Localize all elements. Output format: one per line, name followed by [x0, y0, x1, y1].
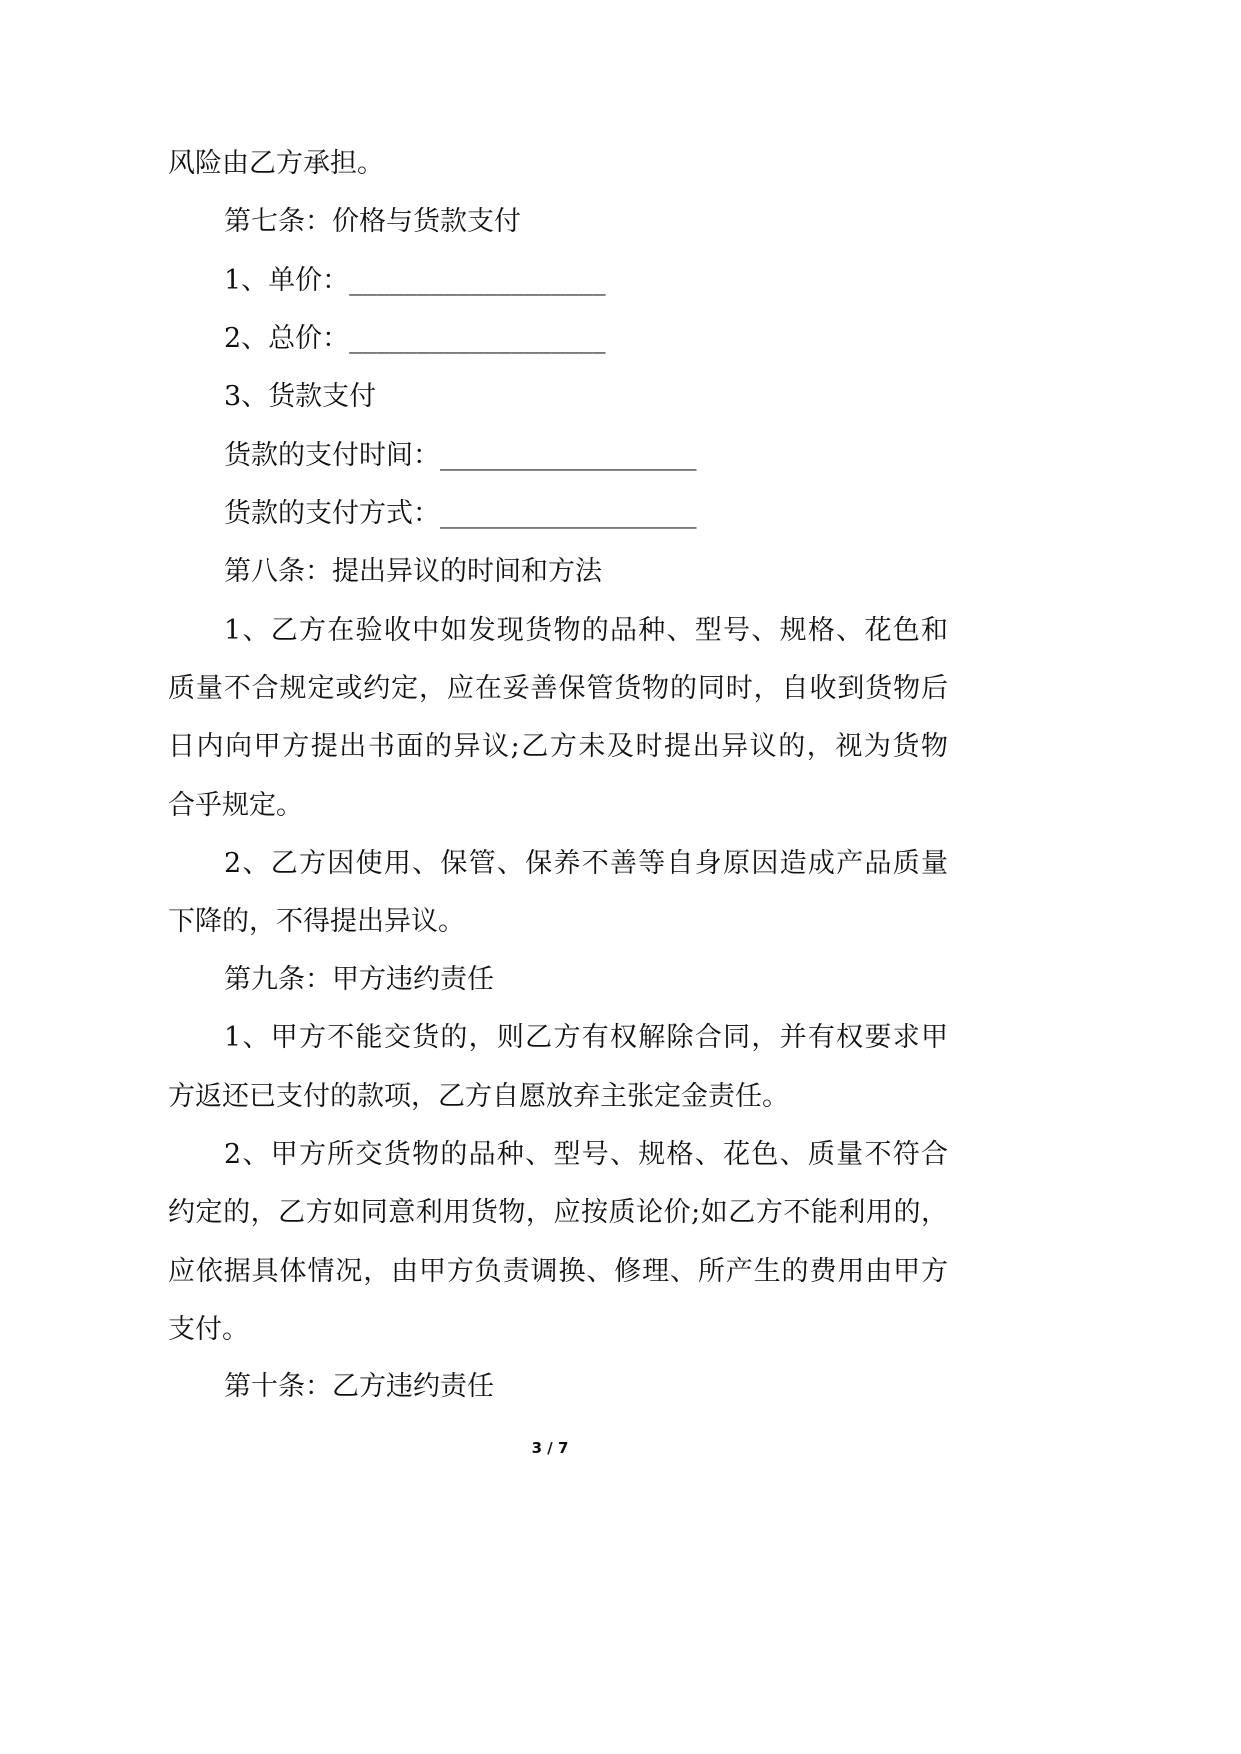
- text-line: 1、单价：___________________: [224, 265, 606, 296]
- section-heading: 第十条：乙方违约责任: [224, 1371, 494, 1402]
- text-line: 风险由乙方承担。: [168, 148, 384, 179]
- text-line: 2、乙方因使用、保管、保养不善等自身原因造成产品质量: [224, 848, 948, 879]
- text-line: 方返还已支付的款项，乙方自愿放弃主张定金责任。: [168, 1081, 789, 1112]
- text-line: 日内向甲方提出书面的异议;乙方未及时提出异议的，视为货物: [168, 731, 948, 762]
- text-line: 2、总价：___________________: [224, 323, 606, 354]
- text-line: 货款的支付时间：___________________: [224, 440, 697, 471]
- text-line: 约定的，乙方如同意利用货物，应按质论价;如乙方不能利用的，: [168, 1197, 948, 1228]
- section-heading: 第七条：价格与货款支付: [224, 206, 521, 237]
- section-heading: 第八条：提出异议的时间和方法: [224, 556, 602, 587]
- text-line: 应依据具体情况，由甲方负责调换、修理、所产生的费用由甲方: [168, 1256, 948, 1287]
- text-line: 2、甲方所交货物的品种、型号、规格、花色、质量不符合: [224, 1139, 948, 1170]
- page-number: 3 / 7: [531, 1439, 569, 1457]
- text-line: 支付。: [168, 1314, 249, 1345]
- text-line: 下降的，不得提出异议。: [168, 906, 465, 937]
- text-line: 货款的支付方式：___________________: [224, 498, 697, 529]
- text-line: 1、乙方在验收中如发现货物的品种、型号、规格、花色和: [224, 615, 948, 646]
- text-line: 1、甲方不能交货的，则乙方有权解除合同，并有权要求甲: [224, 1022, 948, 1053]
- section-heading: 第九条：甲方违约责任: [224, 964, 494, 995]
- text-line: 合乎规定。: [168, 790, 303, 821]
- text-line: 质量不合规定或约定，应在妥善保管货物的同时，自收到货物后: [168, 673, 948, 704]
- text-line: 3、货款支付: [224, 381, 377, 412]
